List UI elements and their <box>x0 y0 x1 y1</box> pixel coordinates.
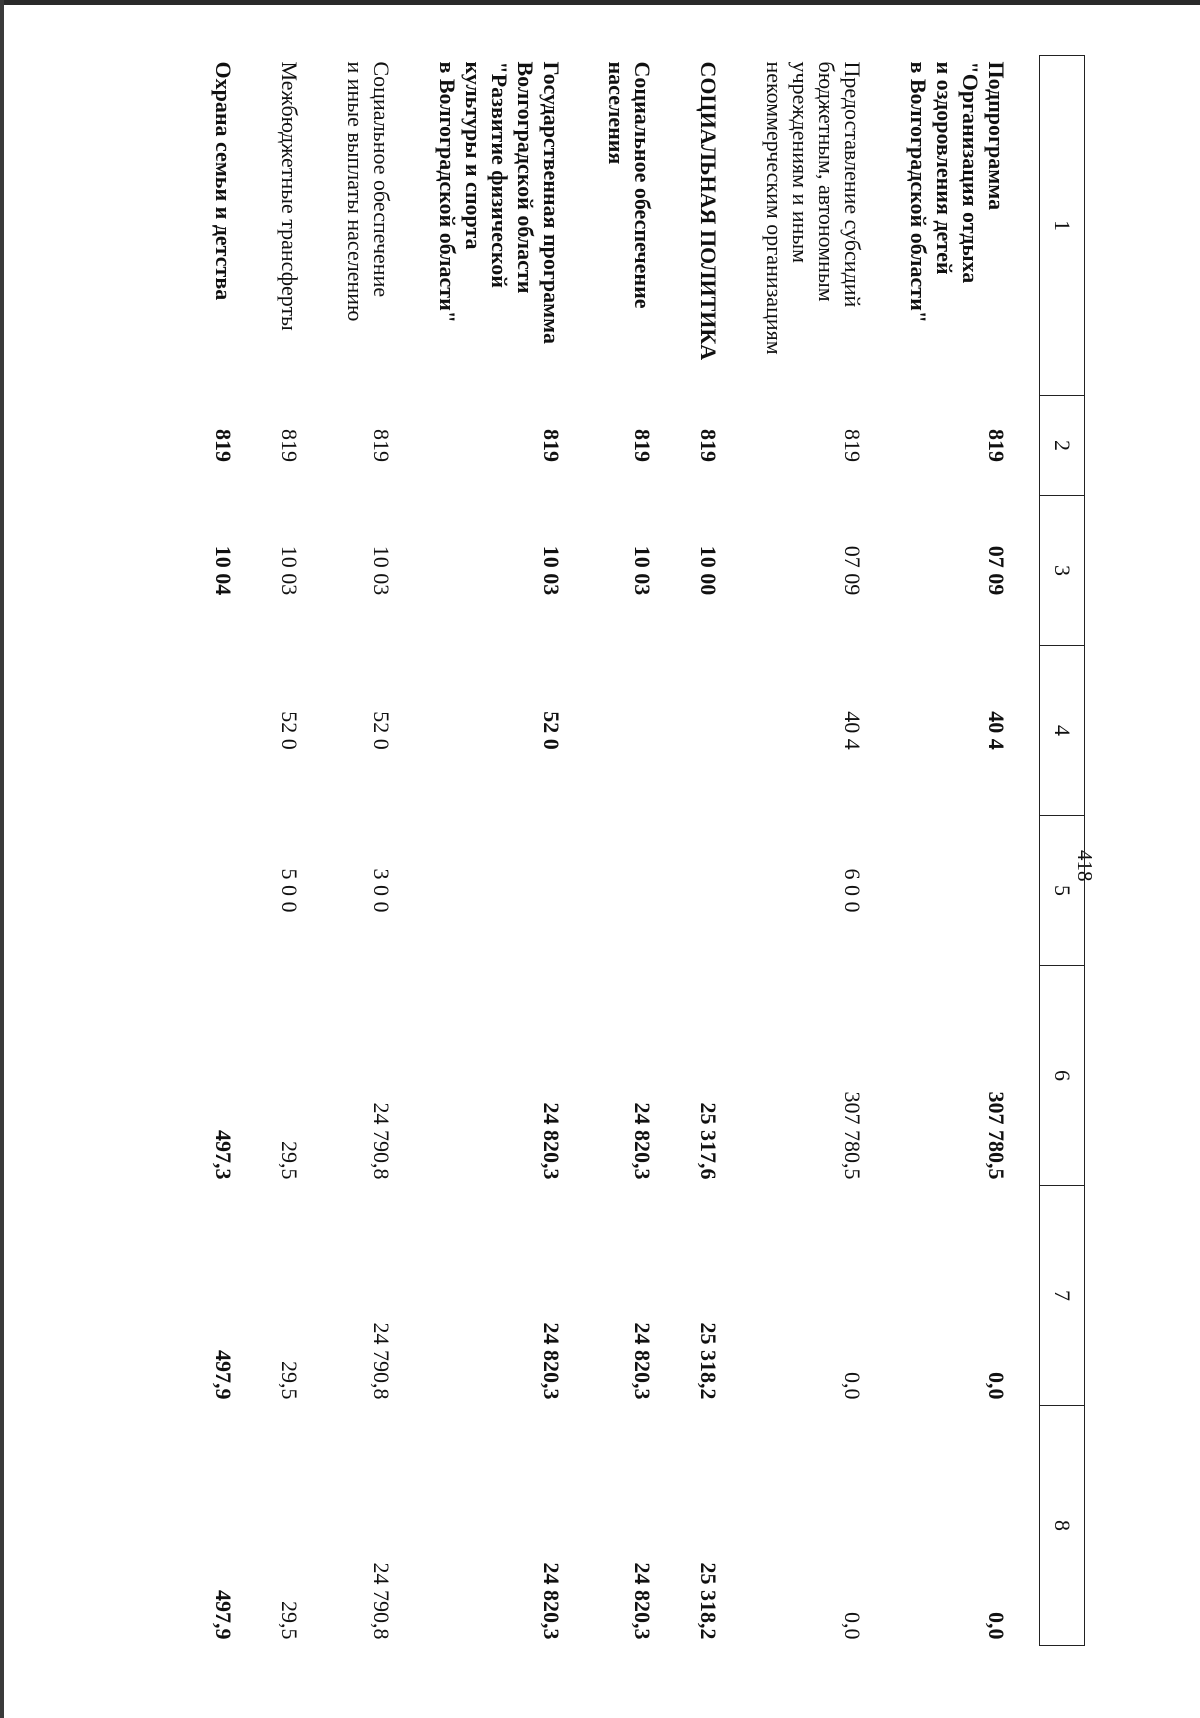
row-program-code: 52 0 <box>276 711 302 750</box>
row-admin-code: 819 <box>368 429 394 462</box>
row-program-code: 52 0 <box>538 711 564 750</box>
table-row <box>170 56 236 1646</box>
row-amount-col7: 24 820,3 <box>538 1322 564 1400</box>
row-expense-type <box>655 816 721 966</box>
table-row <box>564 56 656 1646</box>
row-name: Подпрограмма "Организация отдыха и оздоровления детей в Волгоградской области" <box>906 61 1009 323</box>
header-spacer <box>1009 56 1040 1646</box>
row-admin-code: 819 <box>276 429 302 462</box>
row-amount-col8: 24 790,8 <box>368 1562 394 1640</box>
row-program-code: 40 4 <box>984 711 1009 750</box>
row-amount-col7: 497,9 <box>210 1350 236 1400</box>
row-amount-col6: 497,3 <box>210 1130 236 1180</box>
table-row <box>236 56 302 1646</box>
column-header-1: 1 <box>1040 56 1085 396</box>
table-row <box>302 56 394 1646</box>
row-amount-col8: 497,9 <box>210 1590 236 1640</box>
row-name: Социальное обеспечение и иные выплаты населению <box>342 61 394 322</box>
row-admin-code: 819 <box>696 429 722 462</box>
row-section-code: 10 03 <box>538 545 564 596</box>
row-program-code: 40 4 <box>840 711 866 750</box>
page-number: 418 <box>1073 850 1097 882</box>
row-amount-col8: 0,0 <box>984 1612 1009 1640</box>
table-body <box>170 56 1040 1646</box>
row-amount-col6: 307 780,5 <box>984 1091 1009 1180</box>
row-amount-col6: 24 820,3 <box>538 1102 564 1180</box>
row-program-code <box>170 646 236 816</box>
row-section-code: 10 00 <box>696 545 722 596</box>
row-admin-code: 819 <box>840 429 866 462</box>
row-expense-type <box>564 816 656 966</box>
row-admin-code: 819 <box>210 429 236 462</box>
column-header-6: 6 <box>1040 966 1085 1186</box>
row-amount-col8: 24 820,3 <box>630 1562 656 1640</box>
row-amount-col7: 29,5 <box>276 1361 302 1400</box>
table-row <box>721 56 865 1646</box>
row-expense-type <box>394 816 564 966</box>
row-amount-col8: 29,5 <box>276 1601 302 1640</box>
row-name: Охрана семьи и детства <box>210 61 236 301</box>
scan-edge-left <box>0 0 4 1718</box>
row-expense-type <box>865 816 1009 966</box>
row-admin-code: 819 <box>984 429 1009 462</box>
row-section-code: 10 03 <box>630 545 656 596</box>
column-header-5: 5 <box>1040 816 1085 966</box>
table-row <box>394 56 564 1646</box>
row-section-code: 10 03 <box>368 545 394 596</box>
row-amount-col6: 25 317,6 <box>696 1102 722 1180</box>
row-amount-col6: 24 790,8 <box>368 1102 394 1180</box>
row-expense-type <box>170 816 236 966</box>
row-amount-col6: 307 780,5 <box>840 1091 866 1180</box>
row-amount-col7: 0,0 <box>840 1372 866 1400</box>
row-name: Социальное обеспечение населения <box>604 61 656 309</box>
row-amount-col8: 24 820,3 <box>538 1562 564 1640</box>
table-row <box>655 56 721 1646</box>
row-program-code <box>564 646 656 816</box>
row-name: Предоставление субсидий бюджетным, автономным учреждениям и иным некоммерческим организациям <box>762 61 866 355</box>
column-header-7: 7 <box>1040 1186 1085 1406</box>
row-section-code: 07 09 <box>984 545 1009 596</box>
column-header-4: 4 <box>1040 646 1085 816</box>
row-amount-col7: 0,0 <box>984 1372 1009 1400</box>
row-amount-col7: 25 318,2 <box>696 1322 722 1400</box>
row-admin-code: 819 <box>630 429 656 462</box>
row-amount-col8: 0,0 <box>840 1612 866 1640</box>
row-section-code: 07 09 <box>840 545 866 596</box>
row-name: Государственная программа Волгоградской области "Развитие физической культуры и спорта в Волгоградской области" <box>434 61 564 344</box>
row-program-code <box>655 646 721 816</box>
row-amount-col6: 29,5 <box>276 1141 302 1180</box>
row-section-code: 10 04 <box>210 545 236 596</box>
row-program-code: 52 0 <box>368 711 394 750</box>
row-amount-col7: 24 790,8 <box>368 1322 394 1400</box>
row-admin-code: 819 <box>538 429 564 462</box>
rotated-document-page <box>75 35 1125 1685</box>
table-row <box>865 56 1009 1646</box>
row-amount-col7: 24 820,3 <box>630 1322 656 1400</box>
row-name: СОЦИАЛЬНАЯ ПОЛИТИКА <box>696 61 722 361</box>
scan-edge-top <box>0 0 1200 5</box>
column-header-8: 8 <box>1040 1406 1085 1646</box>
row-amount-col8: 25 318,2 <box>696 1562 722 1640</box>
row-section-code: 10 03 <box>276 545 302 596</box>
row-amount-col6: 24 820,3 <box>630 1102 656 1180</box>
row-name: Межбюджетные трансферты <box>276 61 302 331</box>
row-expense-type: 3 0 0 <box>368 868 394 913</box>
column-header-2: 2 <box>1040 396 1085 496</box>
table-header-row <box>1040 56 1085 1646</box>
column-header-3: 3 <box>1040 496 1085 646</box>
row-expense-type: 5 0 0 <box>276 868 302 913</box>
row-expense-type: 6 0 0 <box>840 868 866 913</box>
budget-table <box>170 55 1085 1646</box>
